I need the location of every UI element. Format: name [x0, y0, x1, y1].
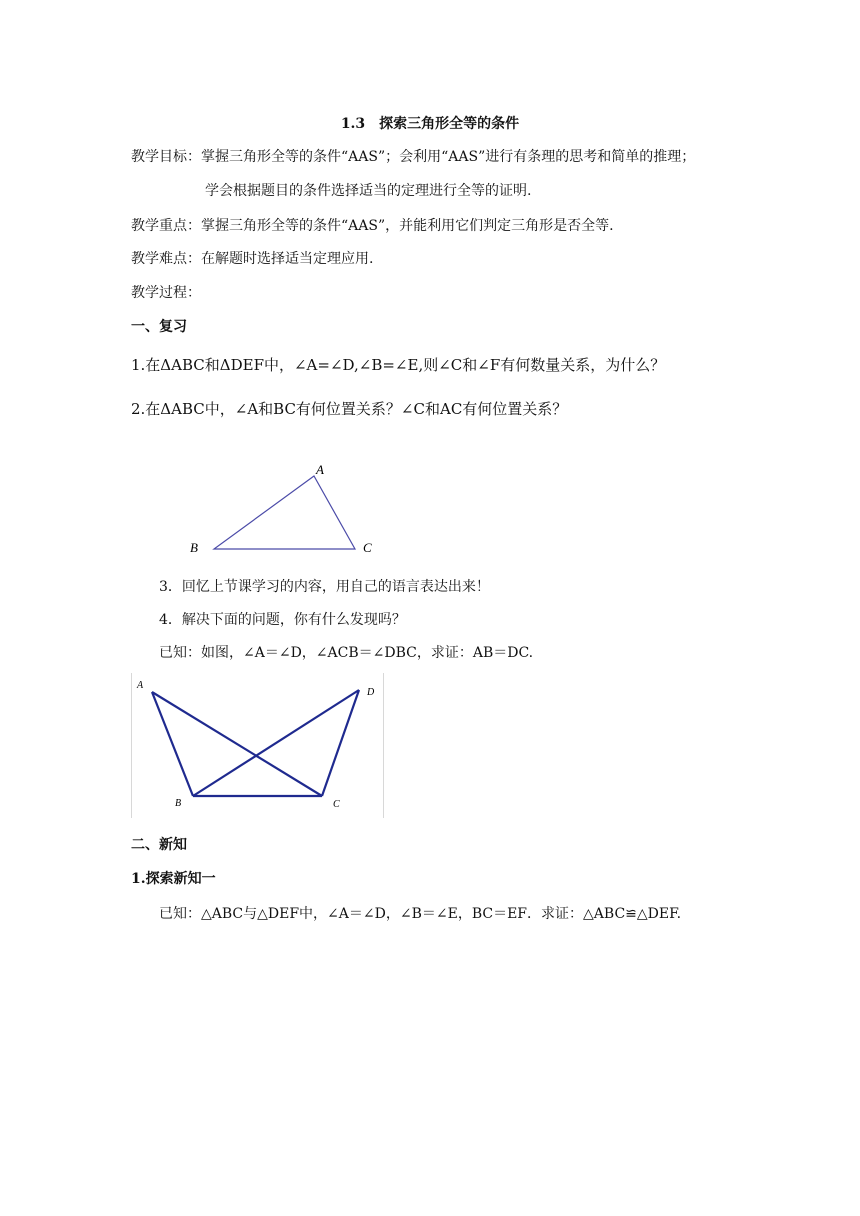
segment-bd	[193, 690, 359, 796]
difficulty-row	[131, 248, 373, 268]
question-3: 3．回忆上节课学习的内容，用自己的语言表达出来！	[159, 579, 490, 595]
segment-cd	[322, 690, 359, 796]
keypoints-row	[131, 215, 614, 235]
segment-ac	[152, 692, 322, 796]
goals-line2: 学会根据题目的条件选择适当的定理进行全等的证明.	[205, 183, 532, 199]
page-title: 1.3 探索三角形全等的条件	[340, 116, 520, 132]
vertex-label-c: C	[363, 540, 372, 555]
goals-label: 教学目标：	[131, 149, 201, 165]
question-4: 4．解决下面的问题，你有什么发现吗？	[159, 612, 406, 628]
process-label: 教学过程：	[131, 285, 201, 301]
vertex-label-c2: C	[333, 799, 340, 810]
given-statement-1: 已知：如图，∠A＝∠D，∠ACB＝∠DBC，求证：AB＝DC.	[159, 645, 534, 661]
difficulty-label: 教学难点：	[131, 251, 201, 267]
section2-subheading: 1.探索新知一	[131, 871, 216, 887]
keypoints-label: 教学重点：	[131, 218, 201, 234]
triangle-abc	[214, 476, 355, 549]
section2-heading: 二、新知	[131, 837, 187, 853]
given-statement-2: 已知：△ABC与△DEF中，∠A＝∠D，∠B＝∠E，BC＝EF．求证：△ABC≌△DEF.	[159, 906, 682, 922]
keypoints-text: 掌握三角形全等的条件“AAS”，并能利用它们判定三角形是否全等.	[201, 218, 614, 234]
vertex-label-b2: B	[175, 798, 182, 809]
difficulty-text: 在解题时选择适当定理应用.	[201, 251, 374, 267]
vertex-label-a2: A	[137, 680, 144, 691]
triangle-abc-figure	[180, 458, 380, 558]
vertex-label-b: B	[190, 540, 198, 555]
question-2: 2.在ΔABC中，∠A和BC有何位置关系？∠C和AC有何位置关系？	[131, 400, 568, 418]
segment-ab	[152, 692, 193, 796]
goals-line1: 掌握三角形全等的条件“AAS”；会利用“AAS”进行有条理的思考和简单的推理；	[201, 149, 696, 165]
goals-row	[131, 146, 695, 166]
vertex-label-a: A	[316, 462, 324, 477]
section1-heading: 一、复习	[131, 319, 187, 335]
vertex-label-d2: D	[367, 687, 375, 698]
question-1: 1.在ΔABC和ΔDEF中，∠A=∠D,∠B=∠E,则∠C和∠F有何数量关系，为什么？	[131, 356, 666, 374]
crossing-triangles-figure	[131, 673, 383, 819]
